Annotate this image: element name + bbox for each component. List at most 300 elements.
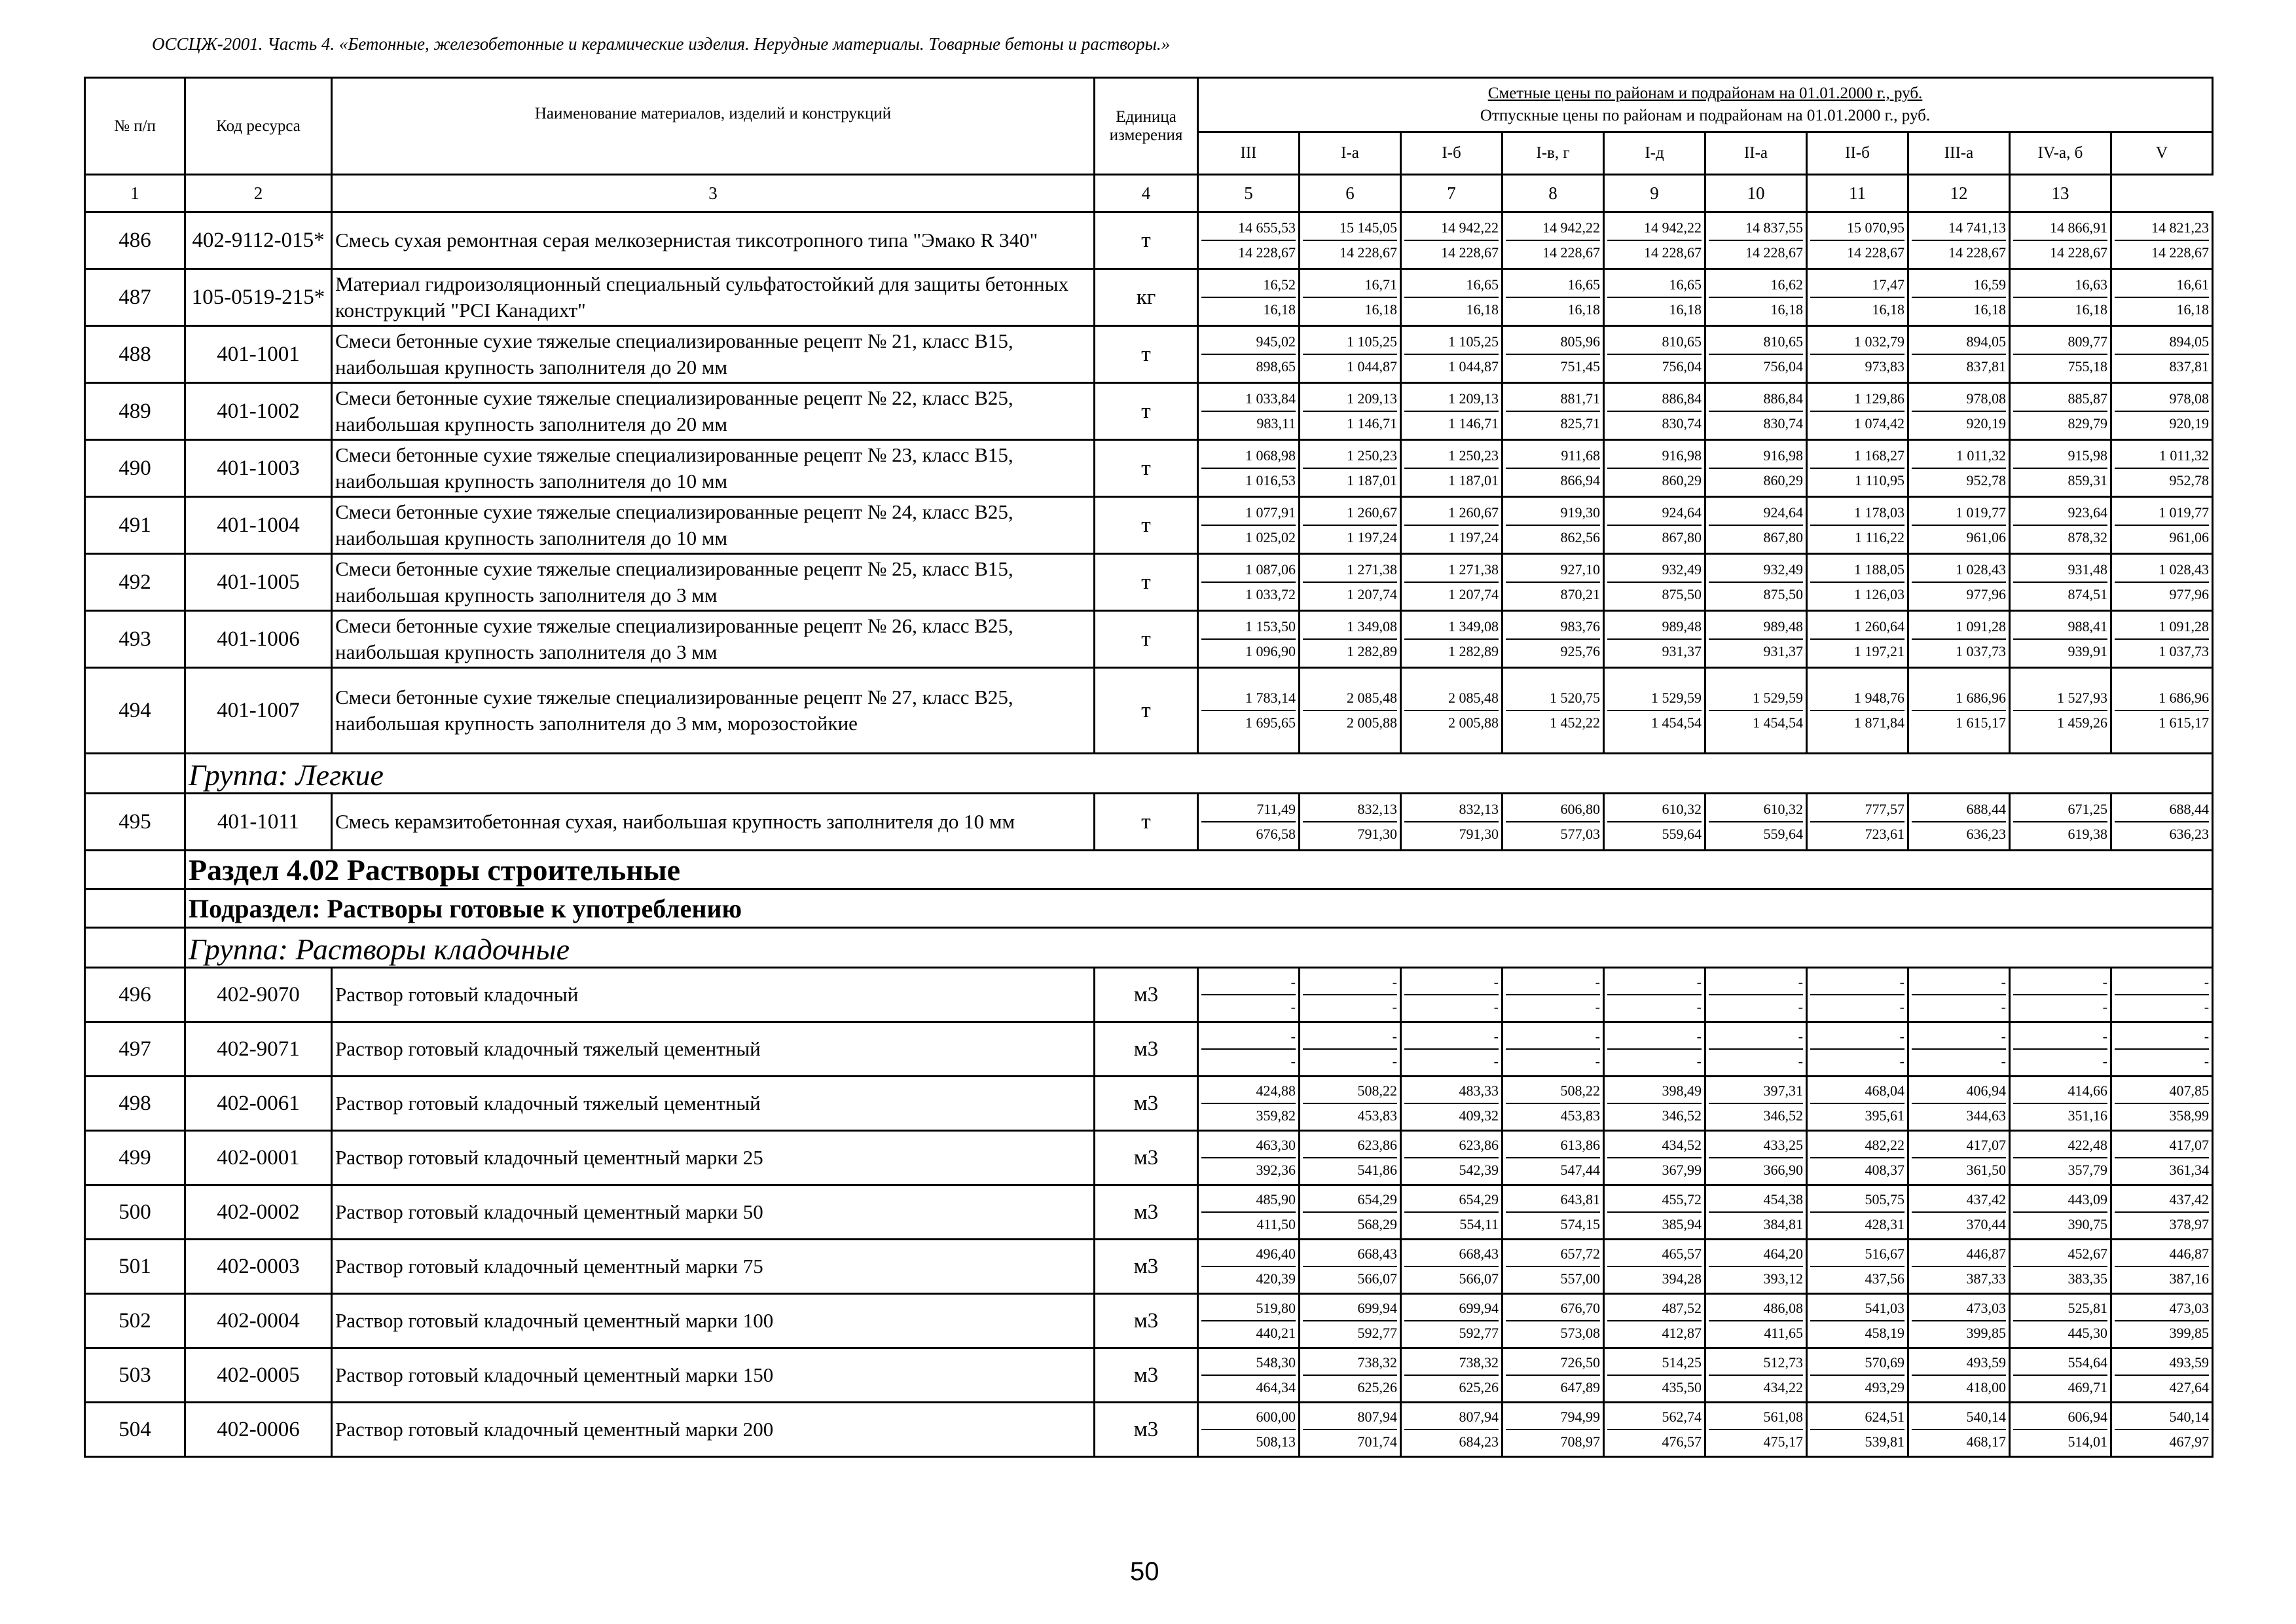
estimate-price: 1 349,08 — [1303, 615, 1397, 640]
estimate-price: 1 011,32 — [2115, 444, 2209, 469]
release-price: 925,76 — [1560, 643, 1600, 659]
price-cell — [1503, 1077, 1604, 1131]
release-price: 1 146,71 — [1347, 415, 1397, 432]
release-price: 366,90 — [1763, 1162, 1803, 1178]
estimate-price: 624,51 — [1810, 1405, 1904, 1430]
estimate-price: 931,48 — [2013, 558, 2107, 583]
unit: т — [1095, 668, 1198, 754]
price-cell — [1401, 269, 1503, 326]
price-cell — [1908, 794, 2010, 851]
estimate-price: 600,00 — [1201, 1405, 1296, 1430]
estimate-price: 14 821,23 — [2115, 216, 2209, 241]
price-cell — [1300, 554, 1401, 611]
release-price: 574,15 — [1560, 1216, 1600, 1232]
estimate-price: 885,87 — [2013, 387, 2107, 412]
release-price: - — [1595, 999, 1600, 1015]
release-price: 547,44 — [1560, 1162, 1600, 1178]
release-price: - — [2001, 999, 2006, 1015]
table-row — [85, 1131, 2213, 1185]
price-cell — [2010, 269, 2111, 326]
empty-cell — [85, 754, 185, 794]
release-price: 440,21 — [1256, 1325, 1296, 1341]
price-cell — [1503, 1185, 1604, 1240]
unit: м3 — [1095, 1294, 1198, 1348]
unit: м3 — [1095, 1240, 1198, 1294]
price-cell — [1705, 212, 1807, 269]
estimate-price: - — [1810, 1025, 1904, 1050]
release-price: 542,39 — [1459, 1162, 1499, 1178]
price-cell — [1908, 269, 2010, 326]
estimate-price: 16,62 — [1709, 273, 1803, 298]
price-cell — [2111, 269, 2213, 326]
release-price: - — [1899, 1053, 1904, 1069]
estimate-price: 978,08 — [2115, 387, 2209, 412]
estimate-price: 654,29 — [1303, 1188, 1397, 1213]
estimate-price: 1 271,38 — [1303, 558, 1397, 583]
price-cell — [2111, 326, 2213, 383]
release-price: 359,82 — [1256, 1107, 1296, 1124]
estimate-price: 699,94 — [1404, 1297, 1499, 1321]
release-price: 2 005,88 — [1448, 714, 1499, 731]
table-row — [85, 668, 2213, 754]
estimate-price: 473,03 — [1912, 1297, 2006, 1321]
region-header: I-б — [1401, 132, 1503, 175]
material-name: Раствор готовый кладочный цементный марки 50 — [332, 1185, 1095, 1240]
estimate-price: 699,94 — [1303, 1297, 1397, 1321]
col-code-header: Код ресурса — [185, 78, 332, 175]
estimate-price: 417,07 — [2115, 1134, 2209, 1158]
estimate-price: 932,49 — [1709, 558, 1803, 583]
region-header: I-а — [1300, 132, 1401, 175]
price-cell — [1705, 1131, 1807, 1185]
release-price: 1 454,54 — [1753, 714, 1803, 731]
release-price: 14 228,67 — [1238, 244, 1296, 261]
price-cell — [1807, 212, 1908, 269]
release-price: 357,79 — [2068, 1162, 2107, 1178]
release-price: 619,38 — [2068, 826, 2107, 842]
price-cell — [1908, 1294, 2010, 1348]
region-header: I-в, г — [1503, 132, 1604, 175]
price-cell — [1604, 497, 1705, 554]
release-price: 860,29 — [1763, 472, 1803, 489]
release-price: 1 459,26 — [2057, 714, 2107, 731]
estimate-price: 562,74 — [1607, 1405, 1702, 1430]
estimate-price: 455,72 — [1607, 1188, 1702, 1213]
price-cell — [1503, 1348, 1604, 1403]
estimate-price: 493,59 — [2115, 1351, 2209, 1376]
price-cell — [1705, 1348, 1807, 1403]
release-price: 358,99 — [2169, 1107, 2210, 1124]
estimate-price: 14 837,55 — [1709, 216, 1803, 241]
estimate-price: 894,05 — [2115, 330, 2209, 355]
release-price: 16,18 — [1669, 301, 1702, 318]
release-price: 701,74 — [1357, 1433, 1397, 1450]
estimate-price: 446,87 — [2115, 1242, 2209, 1267]
estimate-price: 1 178,03 — [1810, 501, 1904, 526]
estimate-price: 657,72 — [1506, 1242, 1600, 1267]
material-name: Раствор готовый кладочный цементный марки 75 — [332, 1240, 1095, 1294]
estimate-price: 437,42 — [1912, 1188, 2006, 1213]
release-price: 387,16 — [2169, 1270, 2210, 1287]
group-title-row — [85, 928, 2213, 968]
estimate-price: - — [1201, 1025, 1296, 1050]
release-price: 1 033,72 — [1245, 586, 1296, 602]
price-cell — [1604, 1348, 1705, 1403]
price-cell — [1908, 1022, 2010, 1077]
release-price: 445,30 — [2068, 1325, 2107, 1341]
release-price: 875,50 — [1763, 586, 1803, 602]
price-cell — [1503, 1403, 1604, 1457]
price-cell — [1604, 440, 1705, 497]
subsection-title: Подраздел: Растворы готовые к употреблению — [185, 889, 2213, 928]
release-price: 16,18 — [1770, 301, 1803, 318]
release-price: 875,50 — [1662, 586, 1702, 602]
price-cell — [1604, 1240, 1705, 1294]
estimate-price: 805,96 — [1506, 330, 1600, 355]
estimate-price: 1 105,25 — [1303, 330, 1397, 355]
estimate-price: 807,94 — [1404, 1405, 1499, 1430]
price-cell — [1604, 1185, 1705, 1240]
price-cell — [1401, 794, 1503, 851]
release-price: 983,11 — [1256, 415, 1296, 432]
release-price: 1 197,24 — [1448, 529, 1499, 545]
price-cell — [1503, 1240, 1604, 1294]
release-price: 1 207,74 — [1448, 586, 1499, 602]
release-price: 723,61 — [1865, 826, 1904, 842]
resource-code: 401-1001 — [185, 326, 332, 383]
release-price: 566,07 — [1459, 1270, 1499, 1287]
material-name: Смеси бетонные сухие тяжелые специализированные рецепт № 21, класс B15, наибольшая крупность заполнителя до 20 мм — [332, 326, 1095, 383]
resource-code: 402-0002 — [185, 1185, 332, 1240]
release-price: 676,58 — [1256, 826, 1296, 842]
estimate-price: 540,14 — [1912, 1405, 2006, 1430]
estimate-price: 1 032,79 — [1810, 330, 1904, 355]
release-price: 1 615,17 — [2159, 714, 2210, 731]
estimate-price: 452,67 — [2013, 1242, 2107, 1267]
estimate-price: 541,03 — [1810, 1297, 1904, 1321]
estimate-price: 1 686,96 — [2115, 686, 2209, 711]
estimate-price: 832,13 — [1303, 798, 1397, 822]
price-cell — [1705, 1077, 1807, 1131]
price-cell — [2010, 497, 2111, 554]
estimate-price: 406,94 — [1912, 1079, 2006, 1104]
unit: м3 — [1095, 1348, 1198, 1403]
release-price: 1 282,89 — [1448, 643, 1499, 659]
price-cell — [1300, 1077, 1401, 1131]
release-price: 437,56 — [1865, 1270, 1904, 1287]
estimate-price: 407,85 — [2115, 1079, 2209, 1104]
release-price: 399,85 — [1966, 1325, 2006, 1341]
estimate-price: 1 271,38 — [1404, 558, 1499, 583]
estimate-price: 1 250,23 — [1404, 444, 1499, 469]
release-price: 874,51 — [2068, 586, 2107, 602]
estimate-price: 519,80 — [1201, 1297, 1296, 1321]
release-price: - — [1696, 999, 1702, 1015]
release-price: 592,77 — [1357, 1325, 1397, 1341]
estimate-price: 424,88 — [1201, 1079, 1296, 1104]
estimate-price: 924,64 — [1709, 501, 1803, 526]
resource-code: 402-9071 — [185, 1022, 332, 1077]
estimate-price: 14 942,22 — [1404, 216, 1499, 241]
column-number: 1 — [85, 175, 185, 212]
release-price: 427,64 — [2169, 1379, 2210, 1395]
table-row — [85, 212, 2213, 269]
price-cell — [1705, 1240, 1807, 1294]
estimate-price: 606,94 — [2013, 1405, 2107, 1430]
price-cell — [1908, 668, 2010, 754]
resource-code: 402-0006 — [185, 1403, 332, 1457]
release-price: - — [2102, 999, 2107, 1015]
price-cell — [1198, 1131, 1300, 1185]
price-cell — [1198, 326, 1300, 383]
price-cell — [1401, 497, 1503, 554]
estimate-price: - — [1506, 1025, 1600, 1050]
price-cell — [2111, 794, 2213, 851]
release-price: 636,23 — [1966, 826, 2006, 842]
price-cell — [1198, 1022, 1300, 1077]
release-price: 961,06 — [1966, 529, 2006, 545]
price-cell — [2010, 1077, 2111, 1131]
release-price: 493,29 — [1865, 1379, 1904, 1395]
release-price: 1 207,74 — [1347, 586, 1397, 602]
estimate-price: - — [1912, 970, 2006, 995]
price-cell — [1503, 668, 1604, 754]
price-cell — [2010, 968, 2111, 1022]
release-price: 453,83 — [1357, 1107, 1397, 1124]
estimate-price: 14 942,22 — [1506, 216, 1600, 241]
estimate-price: 1 091,28 — [1912, 615, 2006, 640]
row-number: 493 — [85, 611, 185, 668]
price-cell — [1908, 497, 2010, 554]
release-price: 435,50 — [1662, 1379, 1702, 1395]
release-price: 346,52 — [1763, 1107, 1803, 1124]
price-cell — [1705, 968, 1807, 1022]
empty-cell — [85, 928, 185, 968]
estimate-price: 886,84 — [1607, 387, 1702, 412]
estimate-price: 486,08 — [1709, 1297, 1803, 1321]
estimate-price: 443,09 — [2013, 1188, 2107, 1213]
estimate-price: 688,44 — [1912, 798, 2006, 822]
estimate-price: - — [1709, 1025, 1803, 1050]
release-price: 961,06 — [2169, 529, 2210, 545]
price-cell — [1401, 1185, 1503, 1240]
price-cell — [1705, 554, 1807, 611]
price-cell — [1198, 383, 1300, 440]
estimate-price: 688,44 — [2115, 798, 2209, 822]
release-price: 1 074,42 — [1854, 415, 1904, 432]
release-price: 566,07 — [1357, 1270, 1397, 1287]
table-row — [85, 326, 2213, 383]
estimate-price: 1 209,13 — [1404, 387, 1499, 412]
resource-code: 402-9070 — [185, 968, 332, 1022]
price-cell — [2010, 668, 2111, 754]
price-cell — [2010, 554, 2111, 611]
price-cell — [1908, 1240, 2010, 1294]
price-cell — [1300, 794, 1401, 851]
column-number: 13 — [2010, 175, 2111, 212]
release-price: 16,18 — [1263, 301, 1296, 318]
estimate-price: - — [1506, 970, 1600, 995]
price-cell — [1604, 383, 1705, 440]
estimate-price: 623,86 — [1303, 1134, 1397, 1158]
estimate-price: 508,22 — [1303, 1079, 1397, 1104]
release-price: - — [1290, 1053, 1296, 1069]
row-number: 486 — [85, 212, 185, 269]
material-name: Смеси бетонные сухие тяжелые специализированные рецепт № 24, класс B25, наибольшая крупность заполнителя до 10 мм — [332, 497, 1095, 554]
estimate-price: - — [2115, 970, 2209, 995]
release-price: 554,11 — [1459, 1216, 1499, 1232]
price-cell — [1300, 1022, 1401, 1077]
price-cell — [1503, 1131, 1604, 1185]
price-cell — [1807, 794, 1908, 851]
material-name: Раствор готовый кладочный тяжелый цементный — [332, 1077, 1095, 1131]
release-price: 361,50 — [1966, 1162, 2006, 1178]
column-number: 11 — [1807, 175, 1908, 212]
price-cell — [2111, 1240, 2213, 1294]
price-cell — [2111, 1403, 2213, 1457]
section-title-row — [85, 851, 2213, 889]
resource-code: 401-1002 — [185, 383, 332, 440]
unit: м3 — [1095, 1022, 1198, 1077]
release-price: - — [1595, 1053, 1600, 1069]
release-price: 1 187,01 — [1347, 472, 1397, 489]
release-price: 1 695,65 — [1245, 714, 1296, 731]
release-price: 1 110,95 — [1854, 472, 1904, 489]
unit: кг — [1095, 269, 1198, 326]
price-cell — [1705, 794, 1807, 851]
estimate-price: 422,48 — [2013, 1134, 2107, 1158]
price-cell — [1908, 440, 2010, 497]
estimate-price: 15 145,05 — [1303, 216, 1397, 241]
row-number: 492 — [85, 554, 185, 611]
column-number: 10 — [1705, 175, 1807, 212]
release-price: 385,94 — [1662, 1216, 1702, 1232]
release-price: 862,56 — [1560, 529, 1600, 545]
price-cell — [1604, 326, 1705, 383]
release-price: 559,64 — [1662, 826, 1702, 842]
release-price: 1 096,90 — [1245, 643, 1296, 659]
release-price: 475,17 — [1763, 1433, 1803, 1450]
estimate-price: 1 129,86 — [1810, 387, 1904, 412]
release-price: 1 282,89 — [1347, 643, 1397, 659]
resource-code: 402-0061 — [185, 1077, 332, 1131]
release-price: 1 146,71 — [1448, 415, 1499, 432]
row-number: 489 — [85, 383, 185, 440]
unit: т — [1095, 212, 1198, 269]
price-cell — [1807, 1077, 1908, 1131]
material-name: Смеси бетонные сухие тяжелые специализированные рецепт № 25, класс B15, наибольшая крупность заполнителя до 3 мм — [332, 554, 1095, 611]
release-price: 791,30 — [1357, 826, 1397, 842]
release-price: 16,18 — [1364, 301, 1397, 318]
estimate-price: 14 741,13 — [1912, 216, 2006, 241]
release-price: 1 197,21 — [1854, 643, 1904, 659]
release-price: 346,52 — [1662, 1107, 1702, 1124]
price-cell — [1705, 611, 1807, 668]
empty-cell — [85, 851, 185, 889]
estimate-price: - — [1303, 970, 1397, 995]
estimate-price: 894,05 — [1912, 330, 2006, 355]
price-cell — [1705, 326, 1807, 383]
row-number: 501 — [85, 1240, 185, 1294]
material-name: Смеси бетонные сухие тяжелые специализированные рецепт № 22, класс B25, наибольшая крупность заполнителя до 20 мм — [332, 383, 1095, 440]
release-price: 708,97 — [1560, 1433, 1600, 1450]
unit: т — [1095, 497, 1198, 554]
column-number: 2 — [185, 175, 332, 212]
estimate-price: 1 068,98 — [1201, 444, 1296, 469]
estimate-price: 1 527,93 — [2013, 686, 2107, 711]
table-row — [85, 1077, 2213, 1131]
estimate-price: 1 087,06 — [1201, 558, 1296, 583]
price-cell — [1807, 1348, 1908, 1403]
table-row — [85, 554, 2213, 611]
release-price: 920,19 — [1966, 415, 2006, 432]
price-cell — [1198, 1185, 1300, 1240]
estimate-price: 483,33 — [1404, 1079, 1499, 1104]
estimate-price: 643,81 — [1506, 1188, 1600, 1213]
price-cell — [1401, 1077, 1503, 1131]
price-cell — [1401, 611, 1503, 668]
price-cell — [1401, 1294, 1503, 1348]
release-price: 539,81 — [1865, 1433, 1904, 1450]
release-price: 408,37 — [1865, 1162, 1904, 1178]
release-price: 952,78 — [1966, 472, 2006, 489]
estimate-price: 927,10 — [1506, 558, 1600, 583]
price-cell — [1807, 1294, 1908, 1348]
row-number: 497 — [85, 1022, 185, 1077]
estimate-price: 923,64 — [2013, 501, 2107, 526]
release-price: 977,96 — [1966, 586, 2006, 602]
price-cell — [2010, 212, 2111, 269]
price-cell — [1807, 383, 1908, 440]
group-title-row — [85, 754, 2213, 794]
unit: м3 — [1095, 1403, 1198, 1457]
material-name: Раствор готовый кладочный цементный марки 200 — [332, 1403, 1095, 1457]
row-number: 503 — [85, 1348, 185, 1403]
price-cell — [1300, 497, 1401, 554]
price-cell — [1807, 269, 1908, 326]
price-cell — [1604, 668, 1705, 754]
unit: м3 — [1095, 1077, 1198, 1131]
release-price: 14 228,67 — [1745, 244, 1803, 261]
release-price: 468,17 — [1966, 1433, 2006, 1450]
price-cell — [1198, 1294, 1300, 1348]
price-cell — [1908, 611, 2010, 668]
release-price: 476,57 — [1662, 1433, 1702, 1450]
release-price: 14 228,67 — [1644, 244, 1702, 261]
unit: м3 — [1095, 968, 1198, 1022]
estimate-price: 916,98 — [1607, 444, 1702, 469]
release-price: 390,75 — [2068, 1216, 2107, 1232]
release-price: 344,63 — [1966, 1107, 2006, 1124]
release-price: - — [1899, 999, 1904, 1015]
material-name: Раствор готовый кладочный цементный марки 100 — [332, 1294, 1095, 1348]
price-cell — [1908, 212, 2010, 269]
estimate-price: 487,52 — [1607, 1297, 1702, 1321]
price-cell — [1604, 968, 1705, 1022]
release-price: 952,78 — [2169, 472, 2210, 489]
release-price: 393,12 — [1763, 1270, 1803, 1287]
resource-code: 401-1005 — [185, 554, 332, 611]
estimate-price: 919,30 — [1506, 501, 1600, 526]
estimate-price: 1 948,76 — [1810, 686, 1904, 711]
estimate-price: 548,30 — [1201, 1351, 1296, 1376]
estimate-price: 654,29 — [1404, 1188, 1499, 1213]
price-cell — [1503, 440, 1604, 497]
estimate-price: 516,67 — [1810, 1242, 1904, 1267]
release-price: 412,87 — [1662, 1325, 1702, 1341]
estimate-price: 493,59 — [1912, 1351, 2006, 1376]
release-price: 866,94 — [1560, 472, 1600, 489]
